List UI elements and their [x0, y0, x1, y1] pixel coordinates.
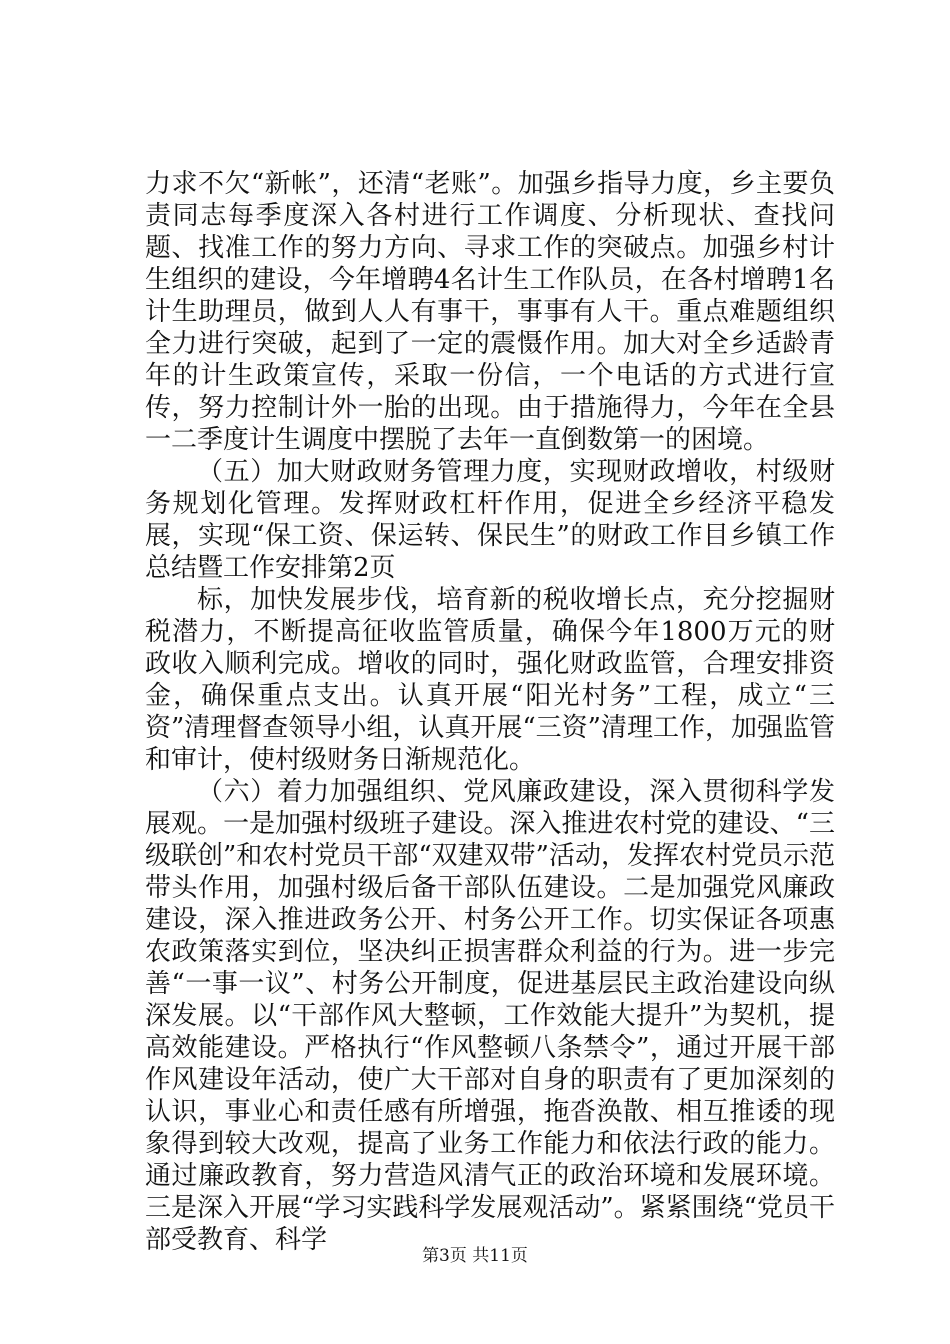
page-number-footer: 第3页 共11页	[422, 1246, 528, 1266]
paragraph-3: 标，加快发展步伐，培育新的税收增长点，充分挖掘财税潜力，不断提高征收监管质量，确保今年1800万元的财政收入顺利完成。增收的同时，强化财政监管，合理安排资金，确保重点支出。认真开展“阳光村务”工程，成立“三资”清理督查领导小组，认真开展“三资”清理工作，加强监管和审计，使村级财务日渐规范化。	[145, 585, 835, 775]
paragraph-4: （六）着力加强组织、党风廉政建设，深入贯彻科学发展观。一是加强村级班子建设。深入推进农村党的建设、“三级联创”和农村党员干部“双建双带”活动，发挥农村党员示范带头作用，加强村级后备干部队伍建设。二是加强党风廉政建设，深入推进政务公开、村务公开工作。切实保证各项惠农政策落实到位，坚决纠正损害群众利益的行为。进一步完善“一事一议”、村务公开制度，促进基层民主政治建设向纵深发展。以“干部作风大整顿，工作效能大提升”为契机，提高效能建设。严格执行“作风整顿八条禁令”，通过开展干部作风建设年活动，使广大干部对自身的职责有了更加深刻的认识，事业心和责任感有所增强，拖沓涣散、相互推诿的现象得到较大改观，提高了业务工作能力和依法行政的能力。通过廉政教育，努力营造风清气正的政治环境和发展环境。三是深入开展“学习实践科学发展观活动”。紧紧围绕“党员干部受教育、科学	[145, 777, 835, 1255]
paragraph-1: 力求不欠“新帐”，还清“老账”。加强乡指导力度，乡主要负责同志每季度深入各村进行工作调度、分析现状、查找问题、找准工作的努力方向、寻求工作的突破点。加强乡村计生组织的建设，今年增聘4名计生工作队员，在各村增聘1名计生助理员，做到人人有事干，事事有人干。重点难题组织全力进行突破，起到了一定的震慑作用。加大对全乡适龄青年的计生政策宣传，采取一份信，一个电话的方式进行宣传，努力控制计外一胎的出现。由于措施得力，今年在全县一二季度计生调度中摆脱了去年一直倒数第一的困境。	[145, 169, 835, 455]
paragraph-2: （五）加大财政财务管理力度，实现财政增收，村级财务规划化管理。发挥财政杠杆作用，促进全乡经济平稳发展，实现“保工资、保运转、保民生”的财政工作目乡镇工作总结暨工作安排第2页	[145, 457, 835, 583]
document-body	[145, 168, 835, 1256]
